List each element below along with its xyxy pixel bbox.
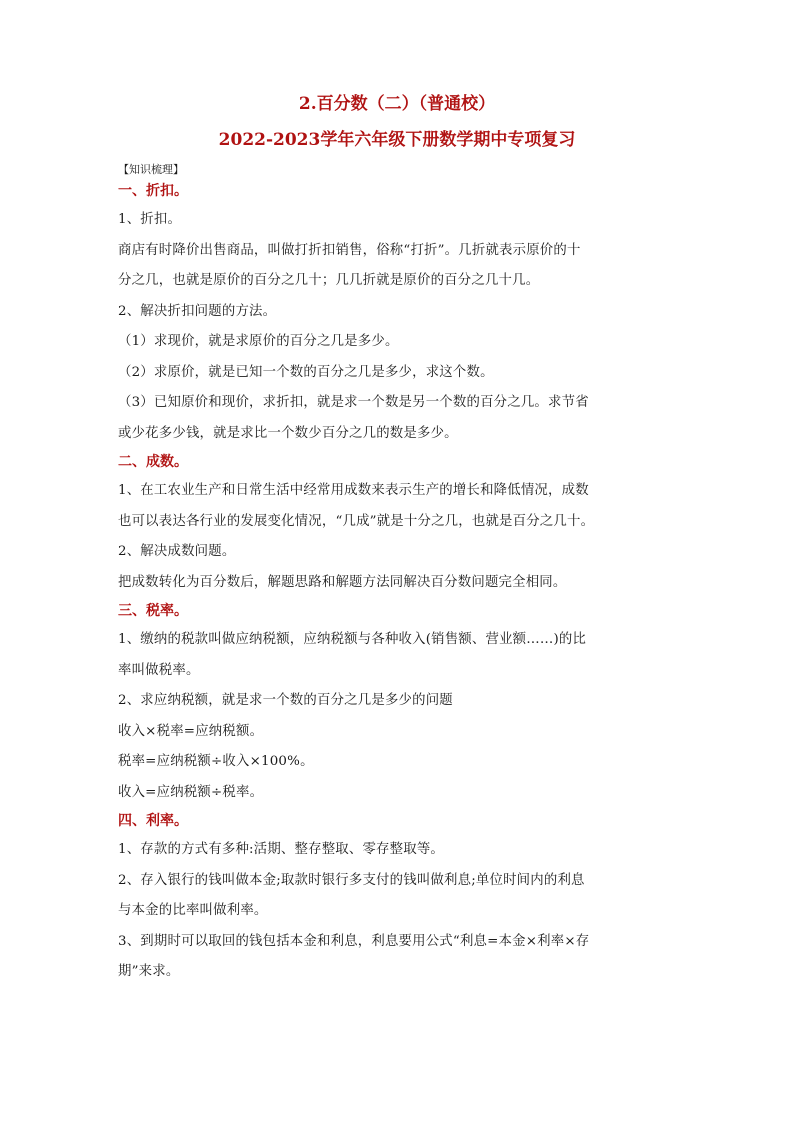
text-line: 1、在工农业生产和日常生活中经常用成数来表示生产的增长和降低情况，成数 bbox=[118, 483, 589, 498]
text-line: 2、求应纳税额，就是求一个数的百分之几是多少的问题 bbox=[118, 693, 453, 708]
text-line: 或少花多少钱，就是求比一个数少百分之几的数是多少。 bbox=[118, 425, 458, 441]
text-line: 3、到期时可以取回的钱包括本金和利息，利息要用公式“利息=本金×利率×存 bbox=[118, 933, 590, 949]
text-line: 与本金的比率叫做利率。 bbox=[118, 903, 268, 918]
knowledge-tag: 【知识梳理】 bbox=[118, 163, 184, 176]
text-line: 也可以表达各行业的发展变化情况，“几成”就是十分之几，也就是百分之几十。 bbox=[118, 513, 595, 529]
text-line: （1）求现价，就是求原价的百分之几是多少。 bbox=[118, 334, 399, 349]
document-title: 2.百分数（二）（普通校） bbox=[298, 94, 496, 114]
section-percentage-tenths bbox=[118, 451, 676, 598]
section-heading: 三、税率。 bbox=[118, 603, 188, 619]
text-line: 分之几，也就是原价的百分之几十；几几折就是原价的百分之几十几。 bbox=[118, 273, 540, 288]
text-line: 2、解决成数问题。 bbox=[118, 544, 236, 559]
text-line: 期”来求。 bbox=[118, 964, 180, 979]
text-line: 1、折扣。 bbox=[118, 212, 182, 227]
text-line: 收入×税率=应纳税额。 bbox=[118, 723, 264, 739]
text-line: 商店有时降价出售商品，叫做打折扣销售，俗称“打折”。几折就表示原价的十 bbox=[118, 242, 581, 258]
document-subtitle: 2022-2023学年六年级下册数学期中专项复习 bbox=[218, 130, 576, 150]
section-interest-rate bbox=[118, 810, 676, 988]
text-line: （2）求原价，就是已知一个数的百分之几是多少，求这个数。 bbox=[118, 364, 494, 380]
text-line: 税率=应纳税额÷收入×100%。 bbox=[118, 754, 314, 769]
section-tax-rate bbox=[118, 600, 676, 808]
section-heading: 一、折扣。 bbox=[118, 183, 188, 199]
section-heading: 二、成数。 bbox=[118, 454, 188, 470]
text-line: 把成数转化为百分数后，解题思路和解题方法同解决百分数问题完全相同。 bbox=[118, 574, 567, 590]
text-line: 2、存入银行的钱叫做本金;取款时银行多支付的钱叫做利息;单位时间内的利息 bbox=[118, 872, 585, 888]
text-line: （3）已知原价和现价，求折扣，就是求一个数是另一个数的百分之几。求节省 bbox=[118, 395, 589, 410]
text-line: 收入=应纳税额÷税率。 bbox=[118, 784, 264, 800]
text-line: 率叫做税率。 bbox=[118, 662, 200, 678]
section-heading: 四、利率。 bbox=[118, 813, 188, 829]
section-discount bbox=[118, 180, 676, 449]
text-line: 2、解决折扣问题的方法。 bbox=[118, 303, 277, 319]
text-line: 1、存款的方式有多种:活期、整存整取、零存整取等。 bbox=[118, 842, 445, 857]
text-line: 1、缴纳的税款叫做应纳税额，应纳税额与各种收入(销售额、营业额……)的比 bbox=[118, 632, 587, 647]
